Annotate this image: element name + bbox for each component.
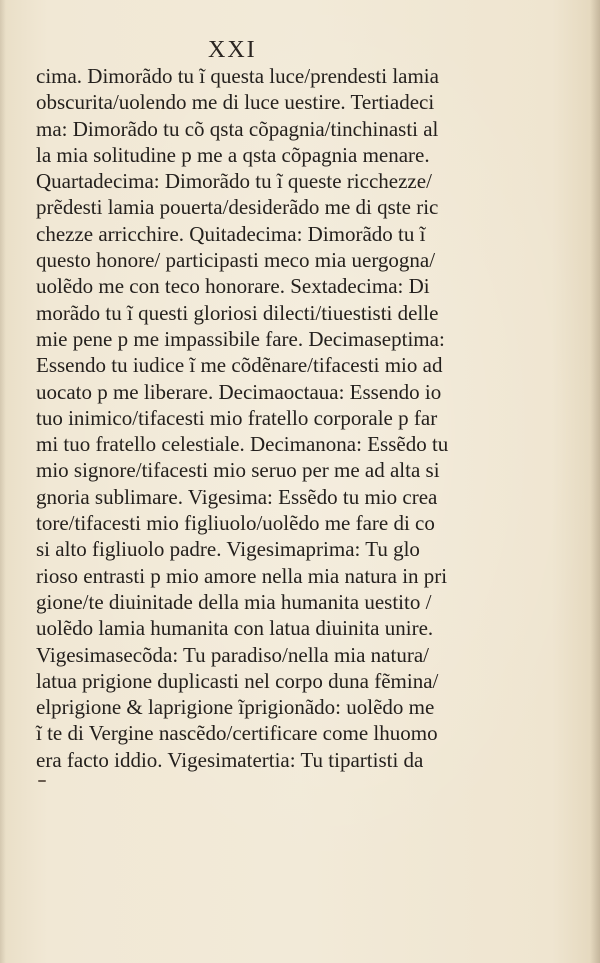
text-line: rioso entrasti p mio amore nella mia natura in pri xyxy=(36,563,448,588)
text-line: ma: Dimorãdo tu cõ qsta cõpagnia/tinchinasti al xyxy=(36,116,439,141)
text-line: ĩ te di Vergine nascẽdo/certificare come lhuomo xyxy=(36,721,438,746)
text-line: questo honore/ participasti meco mia uergogna/ xyxy=(36,248,436,273)
text-line: gione/te diuinitade della mia humanita uestito / xyxy=(36,589,432,614)
text-line: chezze arricchire. Quitadecima: Dimorãdo tu ĩ xyxy=(36,221,426,246)
text-body xyxy=(36,63,476,773)
text-line: latua prigione duplicasti nel corpo duna fẽmina/ xyxy=(36,668,439,693)
text-line: uocato p me liberare. Decimaoctaua: Essendo io xyxy=(36,379,442,404)
text-line: Essendo tu iudice ĩ me cõdẽnare/tifacesti mio ad xyxy=(36,353,443,378)
text-line: Vigesimasecõda: Tu paradiso/nella mia natura/ xyxy=(36,642,429,667)
text-line: gnoria sublimare. Vigesima: Essẽdo tu mio crea xyxy=(36,484,438,509)
text-line: elprigione & laprigione ĩprigionãdo: uolẽdo me xyxy=(36,695,435,720)
text-line: la mia solitudine p me a qsta cõpagnia menare. xyxy=(36,142,430,167)
text-line: obscurita/uolendo me di luce uestire. Tertiadeci xyxy=(36,90,435,115)
page-shadow-right xyxy=(590,0,600,963)
text-line: cima. Dimorãdo tu ĩ questa luce/prendesti lamia xyxy=(36,64,439,88)
ink-speck xyxy=(38,780,46,782)
text-line: si alto figliuolo padre. Vigesimaprima: Tu glo xyxy=(36,537,420,562)
text-line: tore/tifacesti mio figliuolo/uolẽdo me fare di co xyxy=(36,511,435,536)
text-line: mio signore/tifacesti mio seruo per me ad alta si xyxy=(36,458,440,483)
text-line: uolẽdo me con teco honorare. Sextadecima: Di xyxy=(36,274,430,299)
text-line: era facto iddio. Vigesimatertia: Tu tipartisti da xyxy=(36,747,424,772)
text-line: mie pene p me impassibile fare. Decimaseptima: xyxy=(36,326,445,351)
text-line: prẽdesti lamia pouerta/desiderãdo me di qste ric xyxy=(36,195,439,220)
text-line: Quartadecima: Dimorãdo tu ĩ queste ricchezze/ xyxy=(36,169,432,194)
text-line: morãdo tu ĩ questi gloriosi dilecti/tiuestisti delle xyxy=(36,300,439,325)
page-shadow-left xyxy=(0,0,6,963)
text-line: tuo inimico/tifacesti mio fratello corporale p far xyxy=(36,405,438,430)
page-number: XXI xyxy=(208,37,257,63)
text-line: uolẽdo lamia humanita con latua diuinita unire. xyxy=(36,616,434,641)
text-line: mi tuo fratello celestiale. Decimanona: Essẽdo tu xyxy=(36,432,449,457)
